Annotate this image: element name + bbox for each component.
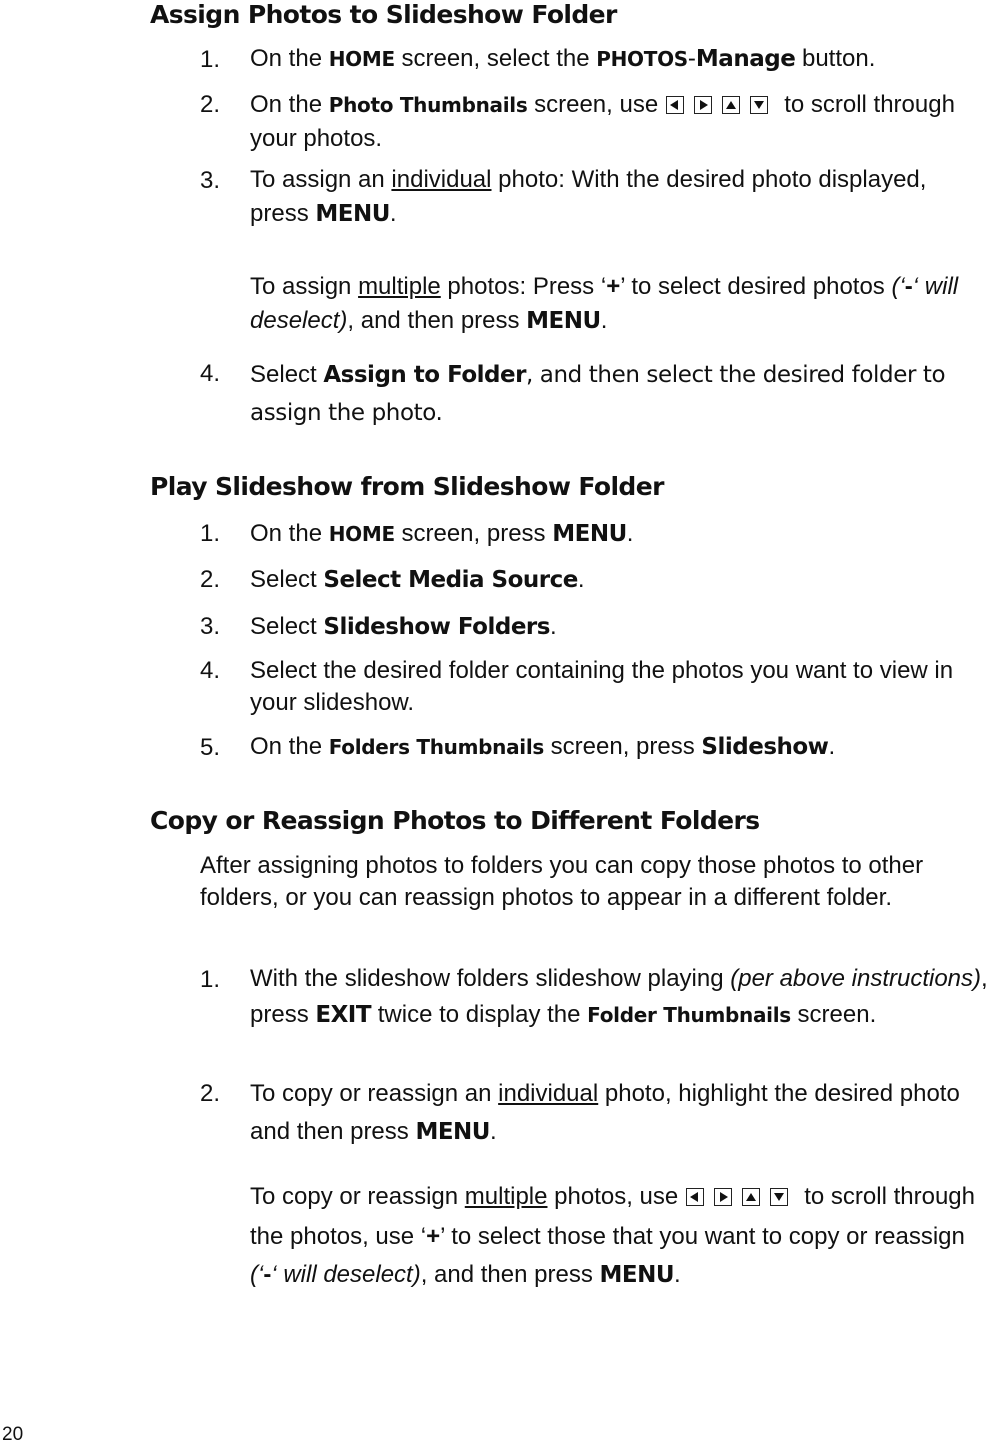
- step-assign-3: To assign an individual photo: With the desired photo displayed, press MENU.: [250, 166, 927, 227]
- copy-reassign-intro: After assigning photos to folders you can copy those photos to other folders, or you can reassign photos to appear in a different folder.: [200, 852, 924, 911]
- section-heading-copy-reassign: Copy or Reassign Photos to Different Folders: [150, 806, 760, 835]
- step-number: 5.: [200, 734, 221, 761]
- step-play-3: Select Slideshow Folders.: [250, 613, 557, 640]
- step-number: 1.: [200, 966, 221, 993]
- page-number: 20: [2, 1424, 24, 1445]
- step-number: 2.: [200, 566, 221, 593]
- section-heading-assign-photos: Assign Photos to Slideshow Folder: [150, 0, 617, 29]
- step-number: 4.: [200, 657, 221, 684]
- up-arrow-icon: [722, 96, 740, 114]
- step-number: 2.: [200, 91, 221, 118]
- down-arrow-icon: [750, 96, 768, 114]
- step-number: 4.: [200, 360, 221, 387]
- step-copy-1: With the slideshow folders slideshow playing (per above instructions), press EXIT twice to display the Folder Thumbnails screen.: [250, 965, 988, 1028]
- right-arrow-icon: [694, 96, 712, 114]
- down-arrow-icon: [770, 1188, 788, 1206]
- step-copy-2: To copy or reassign an individual photo, highlight the desired photo and then press MENU.: [250, 1080, 960, 1145]
- right-arrow-icon: [714, 1188, 732, 1206]
- step-number: 2.: [200, 1080, 221, 1107]
- step-number: 1.: [200, 46, 221, 73]
- step-assign-4: Select Assign to Folder, and then select the desired folder to assign the photo.: [250, 361, 946, 426]
- step-number: 3.: [200, 167, 221, 194]
- step-number: 1.: [200, 520, 221, 547]
- step-play-4: Select the desired folder containing the photos you want to view in your slideshow.: [250, 657, 954, 716]
- step-copy-2-multiple: To copy or reassign multiple photos, use to scroll through the photos, use ‘+’ to select those that you want to copy or reassign (‘-‘ will deselect), and then press MENU.: [250, 1178, 989, 1294]
- step-play-2: Select Select Media Source.: [250, 566, 585, 593]
- step-play-1: On the HOME screen, press MENU.: [250, 520, 634, 547]
- step-number: 3.: [200, 613, 221, 640]
- step-play-5: On the Folders Thumbnails screen, press Slideshow.: [250, 733, 836, 760]
- step-assign-1: On the HOME screen, select the PHOTOS-Manage button.: [250, 45, 876, 72]
- up-arrow-icon: [742, 1188, 760, 1206]
- nav-arrow-icons: [666, 91, 778, 123]
- left-arrow-icon: [666, 96, 684, 114]
- section-heading-play-slideshow: Play Slideshow from Slideshow Folder: [150, 472, 664, 501]
- left-arrow-icon: [686, 1188, 704, 1206]
- nav-arrow-icons: [686, 1180, 798, 1218]
- step-assign-3-multiple: To assign multiple photos: Press ‘+’ to select desired photos (‘-‘ will deselect), and then press MENU.: [250, 273, 959, 334]
- step-assign-2: On the Photo Thumbnails screen, use to scroll through your photos.: [250, 91, 955, 152]
